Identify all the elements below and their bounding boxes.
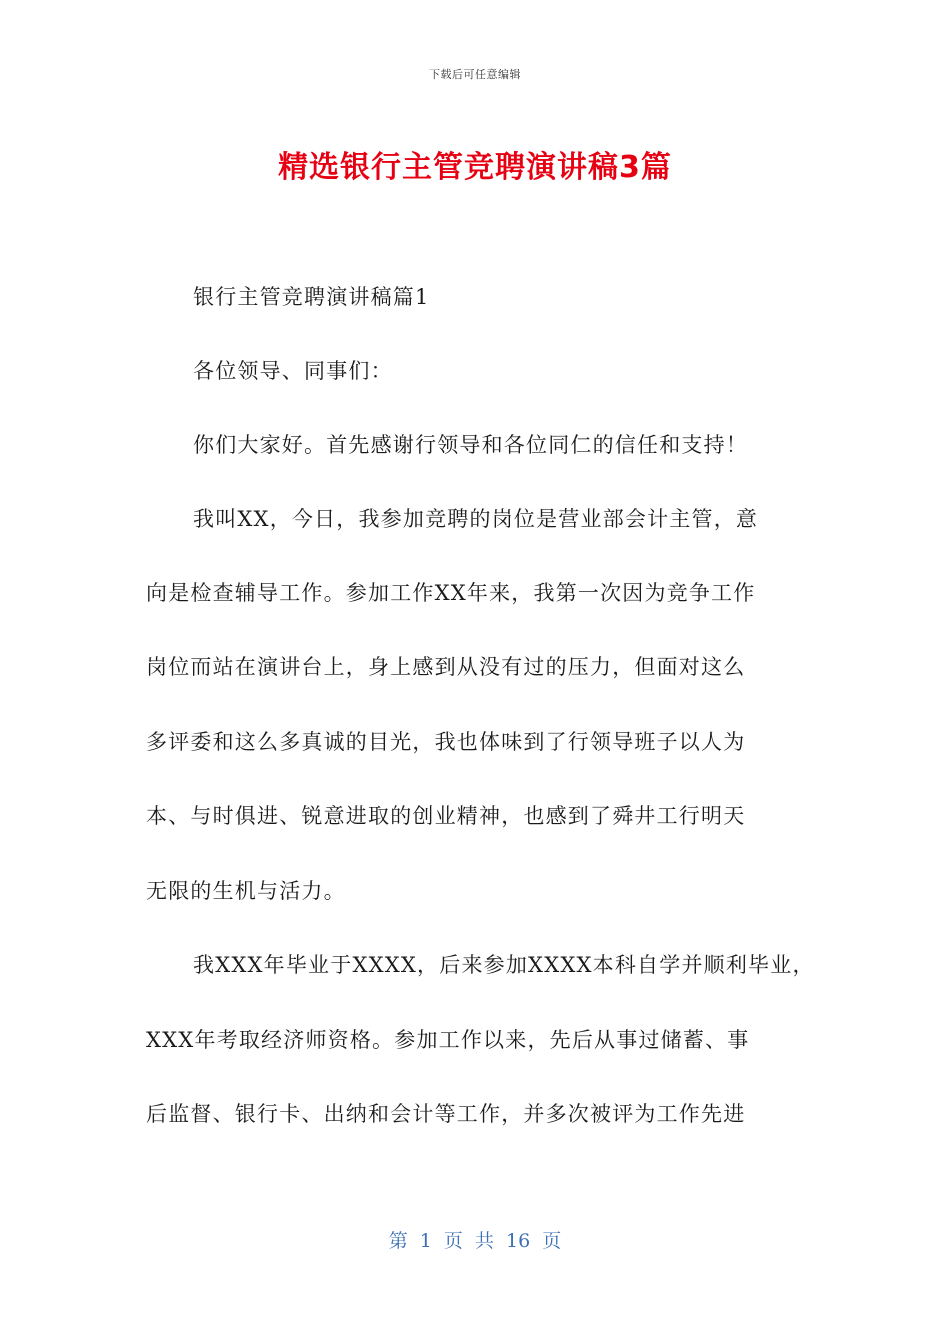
document-title: 精选银行主管竞聘演讲稿3篇 — [278, 150, 672, 185]
paragraph-line: 我XXX年毕业于XXXX，后来参加XXXX本科自学并顺利毕业， — [193, 953, 815, 977]
header-note: 下载后可任意编辑 — [429, 68, 521, 81]
paragraph-line: 向是检查辅导工作。参加工作XX年来，我第一次因为竞争工作 — [146, 581, 756, 605]
paragraph-line: 本、与时俱进、锐意进取的创业精神，也感到了舜井工行明天 — [146, 804, 746, 828]
paragraph-line: 岗位而站在演讲台上，身上感到从没有过的压力，但面对这么 — [146, 655, 746, 679]
paragraph-line: XXX年考取经济师资格。参加工作以来，先后从事过储蓄、事 — [146, 1028, 750, 1052]
paragraph-line: 后监督、银行卡、出纳和会计等工作，并多次被评为工作先进 — [146, 1102, 746, 1126]
paragraph-line: 我叫XX，今日，我参加竞聘的岗位是营业部会计主管，意 — [193, 507, 759, 531]
salutation: 各位领导、同事们： — [193, 359, 393, 383]
paragraph-line: 无限的生机与活力。 — [146, 879, 346, 903]
section-heading: 银行主管竞聘演讲稿篇1 — [193, 285, 430, 309]
page-number-footer: 第 1 页 共 16 页 — [388, 1230, 562, 1252]
paragraph-line: 你们大家好。首先感谢行领导和各位同仁的信任和支持！ — [193, 433, 748, 457]
paragraph-line: 多评委和这么多真诚的目光，我也体味到了行领导班子以人为 — [146, 730, 746, 754]
